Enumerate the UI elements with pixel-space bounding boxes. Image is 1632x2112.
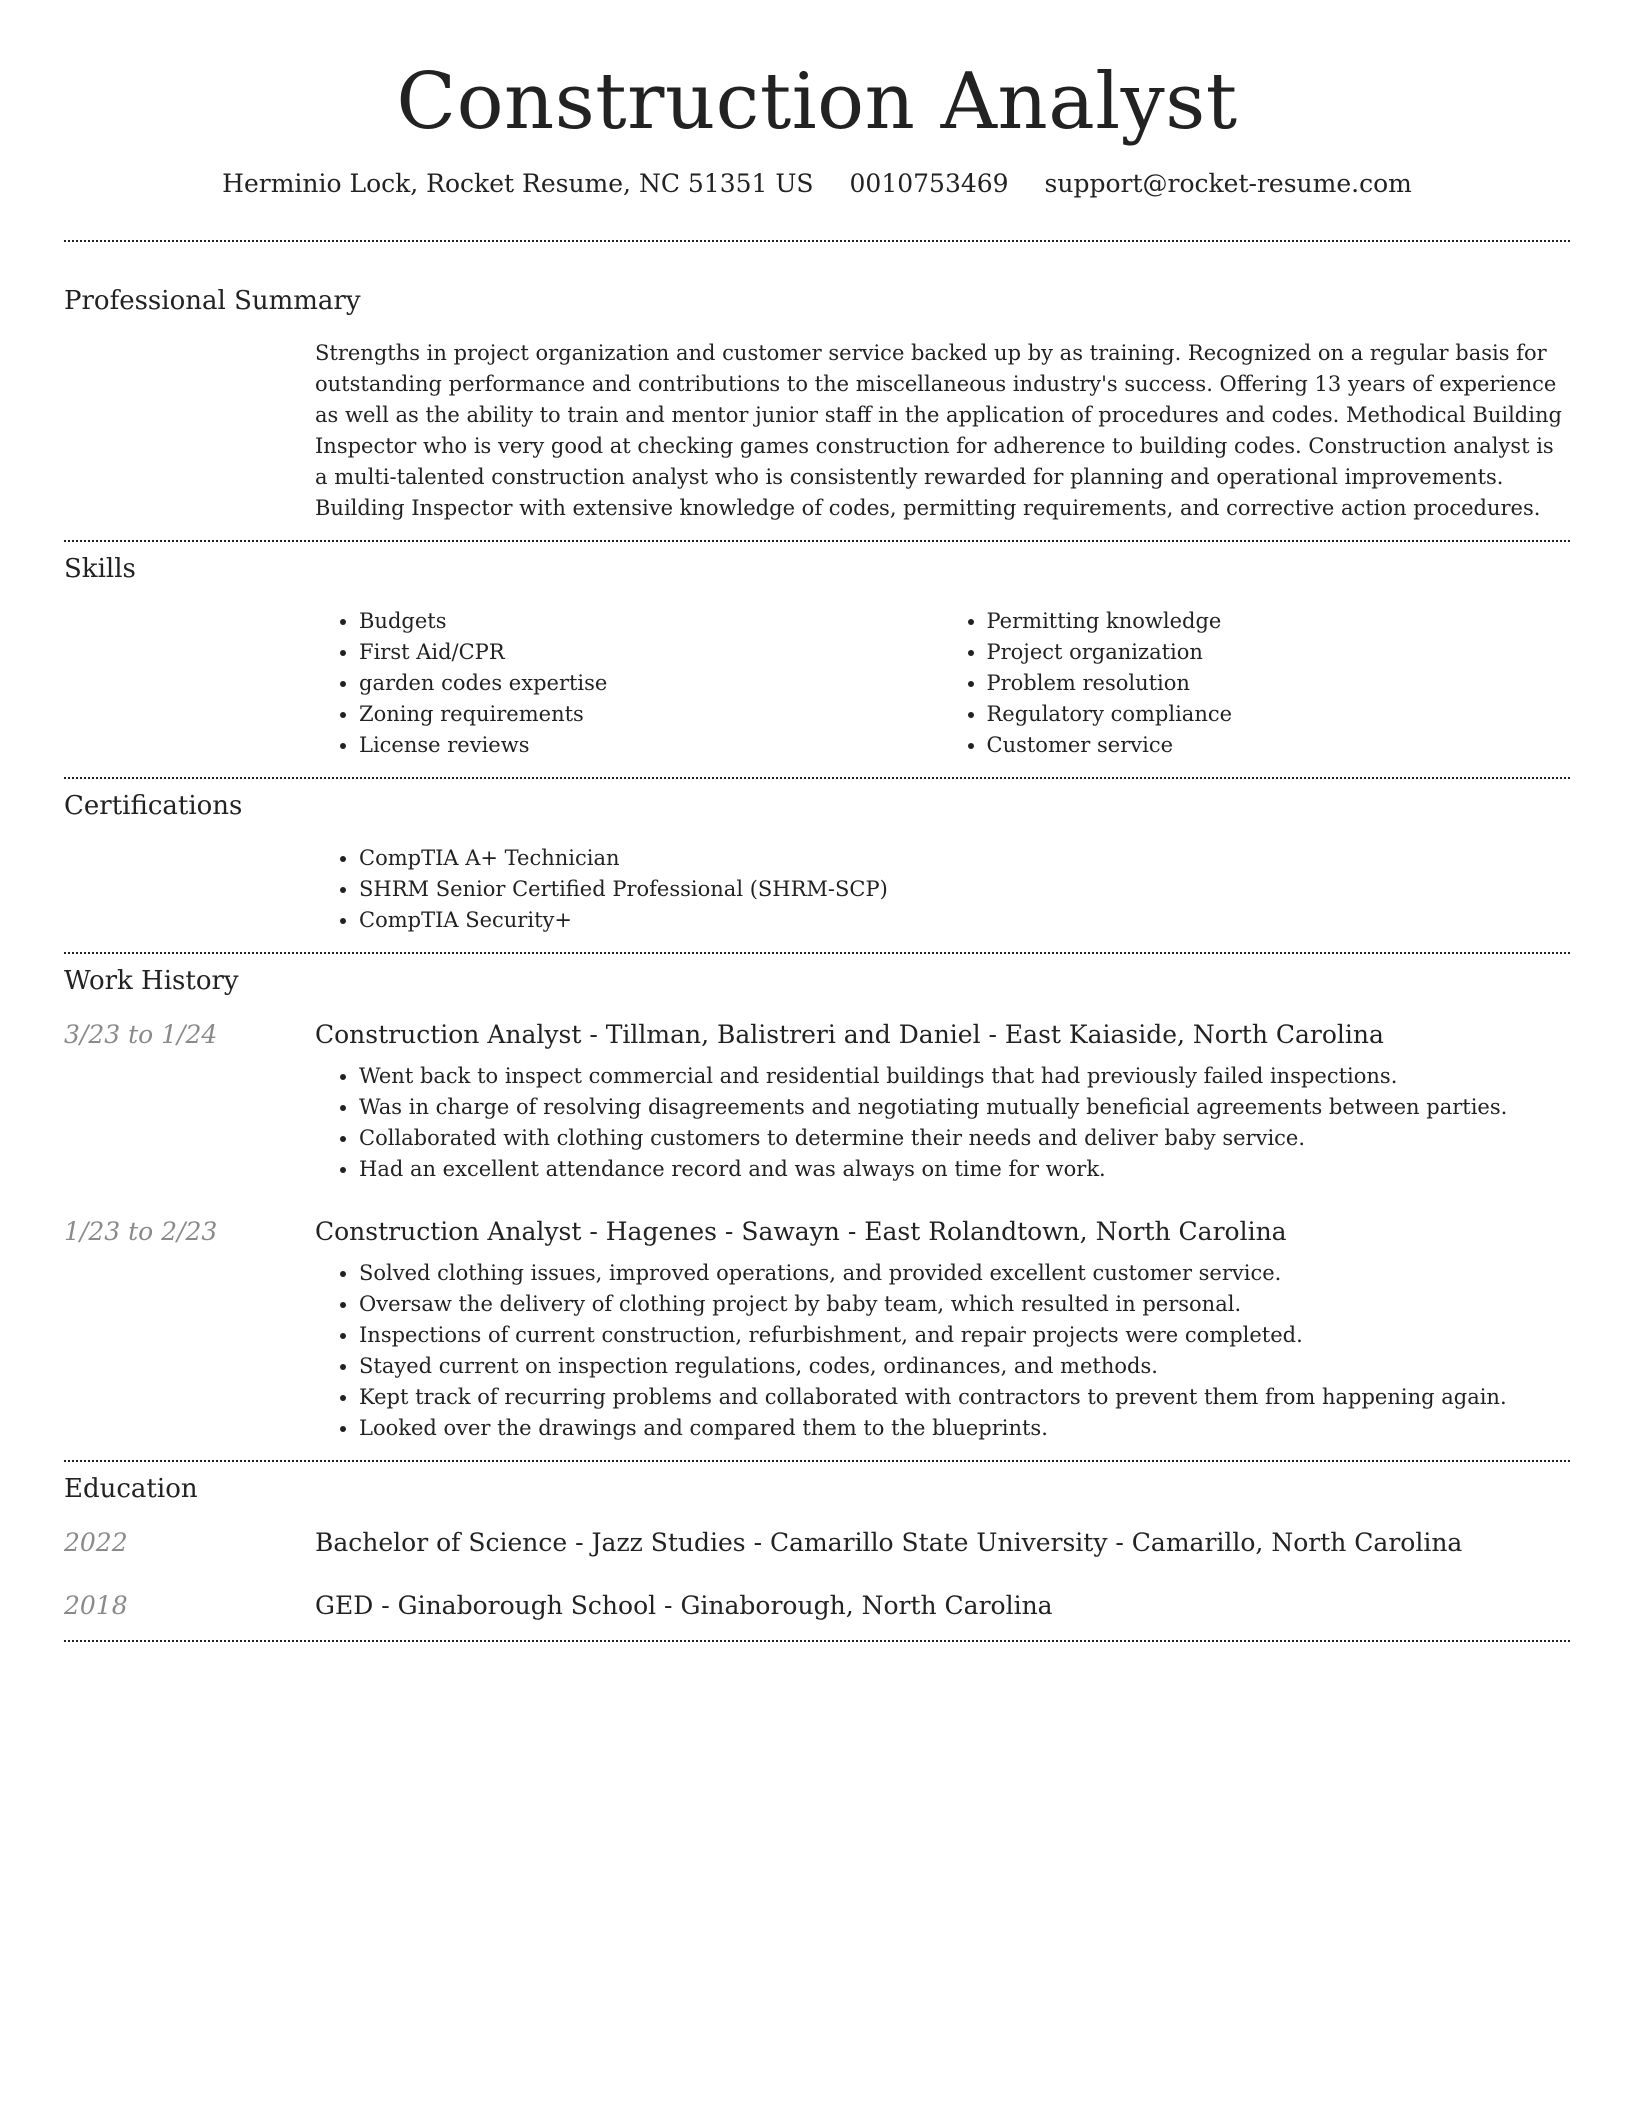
job-bullet: • Kept track of recurring problems and collaborated with contractors to prevent them from happening again. <box>359 1382 1570 1413</box>
skill-item: • Problem resolution <box>987 668 1571 699</box>
contact-phone: 0010753469 <box>849 169 1009 198</box>
divider <box>64 952 1570 954</box>
resume-page <box>64 0 1570 1642</box>
job-bullet: • Oversaw the delivery of clothing project by baby team, which resulted in personal. <box>359 1289 1570 1320</box>
skill-item: • garden codes expertise <box>359 668 943 699</box>
summary-text: Strengths in project organization and customer service backed up by as training. Recognized on a regular basis for outstanding performance and contributions to the miscellaneous industry's success. Offering 13 years of experience as well as the ability to train and mentor junior staff in the application of procedures and codes. Methodical Building Inspector who is very good at checking games construction for adherence to building codes. Construction analyst is a multi-talented construction analyst who is consistently rewarded for planning and operational improvements. Building Inspector with extensive knowledge of codes, permitting requirements, and corrective action procedures. <box>315 341 1562 520</box>
skill-item: • Zoning requirements <box>359 699 943 730</box>
skill-item: • Regulatory compliance <box>987 699 1571 730</box>
job-bullet: • Stayed current on inspection regulations, codes, ordinances, and methods. <box>359 1351 1570 1382</box>
job-bullet: • Solved clothing issues, improved operations, and provided excellent customer service. <box>359 1258 1570 1289</box>
job-bullet: • Collaborated with clothing customers to determine their needs and deliver baby service. <box>359 1123 1570 1154</box>
job-bullet: • Inspections of current construction, refurbishment, and repair projects were completed. <box>359 1320 1570 1351</box>
job-bullet: • Had an excellent attendance record and was always on time for work. <box>359 1154 1570 1185</box>
job-headline: Construction Analyst - Hagenes - Sawayn - East Rolandtown, North Carolina <box>315 1217 1287 1246</box>
section-heading-certifications: Certifications <box>64 791 243 821</box>
job-bullet: • Was in charge of resolving disagreements and negotiating mutually beneficial agreements between parties. <box>359 1092 1570 1123</box>
resume-title: Construction Analyst <box>396 57 1238 147</box>
education-detail: Bachelor of Science - Jazz Studies - Camarillo State University - Camarillo, North Carolina <box>315 1528 1463 1557</box>
skill-item: • Permitting knowledge <box>987 606 1571 637</box>
contact-email: support@rocket-resume.com <box>1044 169 1412 198</box>
skills-column-left <box>315 606 943 761</box>
education-year: 2022 <box>64 1528 128 1557</box>
job-dates: 1/23 to 2/23 <box>64 1217 218 1246</box>
section-heading-education: Education <box>64 1474 198 1504</box>
certifications-list <box>315 843 1570 936</box>
job-entry <box>64 1020 1570 1185</box>
skill-item: • License reviews <box>359 730 943 761</box>
certification-item: • SHRM Senior Certified Professional (SHRM-SCP) <box>359 874 1570 905</box>
skill-item: • Project organization <box>987 637 1571 668</box>
divider <box>64 1640 1570 1642</box>
divider <box>64 240 1570 242</box>
contact-line <box>64 166 1570 202</box>
education-entry <box>64 1591 1570 1620</box>
job-entry <box>64 1217 1570 1444</box>
skill-item: • First Aid/CPR <box>359 637 943 668</box>
education-detail: GED - Ginaborough School - Ginaborough, North Carolina <box>315 1591 1053 1620</box>
job-bullets <box>315 1258 1570 1444</box>
education-year: 2018 <box>64 1591 128 1620</box>
skills-column-right <box>943 606 1571 761</box>
divider <box>64 540 1570 542</box>
certification-item: • CompTIA Security+ <box>359 905 1570 936</box>
job-headline: Construction Analyst - Tillman, Balistreri and Daniel - East Kaiaside, North Carolina <box>315 1020 1384 1049</box>
section-heading-work-history: Work History <box>64 966 239 996</box>
contact-address: Herminio Lock, Rocket Resume, NC 51351 US <box>222 169 814 198</box>
skill-item: • Budgets <box>359 606 943 637</box>
divider <box>64 777 1570 779</box>
divider <box>64 1460 1570 1462</box>
education-entry <box>64 1528 1570 1557</box>
job-dates: 3/23 to 1/24 <box>64 1020 218 1049</box>
certification-item: • CompTIA A+ Technician <box>359 843 1570 874</box>
job-bullets <box>315 1061 1570 1185</box>
skills-list <box>315 606 1570 761</box>
section-heading-summary: Professional Summary <box>64 286 361 316</box>
skill-item: • Customer service <box>987 730 1571 761</box>
section-heading-skills: Skills <box>64 554 136 584</box>
job-bullet: • Went back to inspect commercial and residential buildings that had previously failed inspections. <box>359 1061 1570 1092</box>
job-bullet: • Looked over the drawings and compared them to the blueprints. <box>359 1413 1570 1444</box>
